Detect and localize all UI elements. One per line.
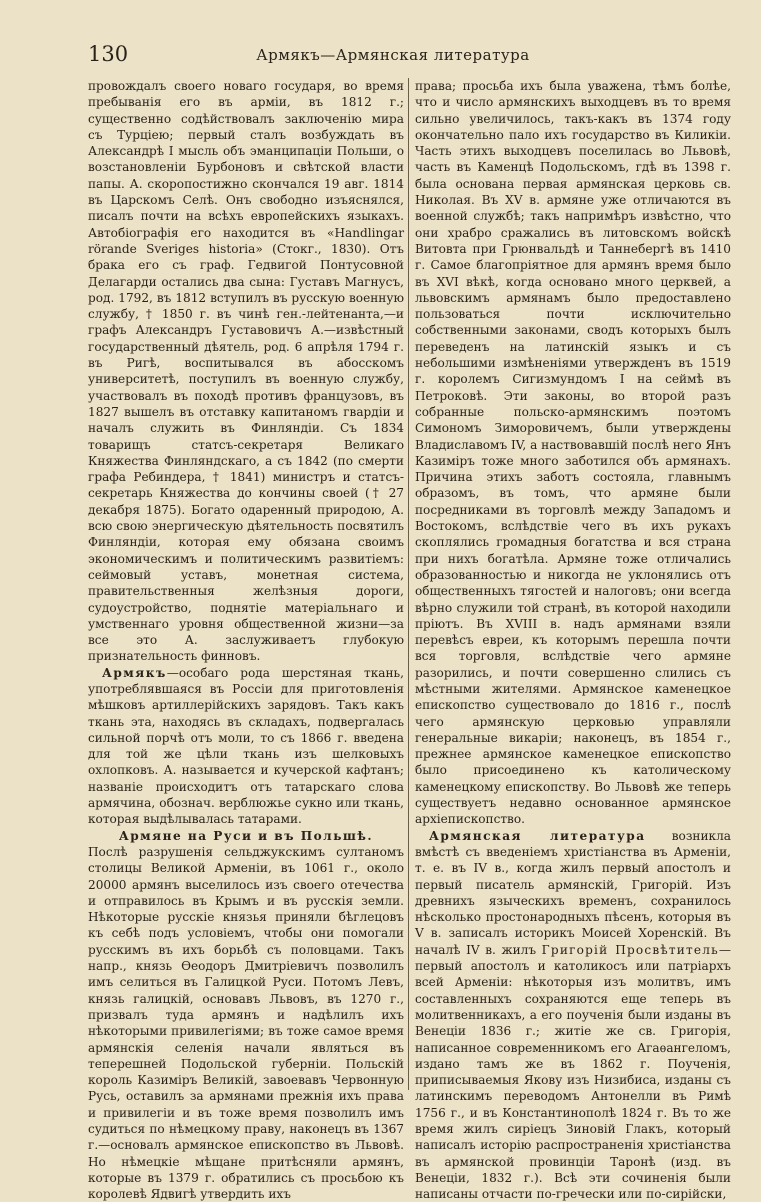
entry-heading-literature: Армянская литература <box>429 828 646 843</box>
column-divider <box>408 78 409 1090</box>
name-grigoriy: Григорій Просвѣтитель <box>541 942 719 957</box>
right-column <box>415 78 731 1202</box>
entry-literature <box>415 828 731 1202</box>
left-column <box>88 78 404 1202</box>
entry-text-armyak: —особаго рода шерстяная ткань, употреблявшаяся въ Россіи для приготовленія мѣшковъ артиллерійскихъ зарядовъ. Такъ какъ ткань эта, находясь въ складахъ, подвергалась сильной порчѣ отъ моли, то съ 1866 г. введена для той же цѣли ткань изъ шелковыхъ охлопковъ. А. называется и кучерской кафтанъ; названіе происходитъ отъ татарскаго слова армячина, обознач. верблюжье сукно или ткань, которая выдѣлывалась татарами. <box>88 665 404 827</box>
entry-armyak <box>88 665 404 828</box>
page-header <box>88 40 698 70</box>
running-title: Армякъ—Армянская литература <box>256 46 530 64</box>
entry-text-literature-2: —первый апостолъ и католикосъ или патріархъ всей Арменіи: нѣкоторыя изъ молитвъ, имъ составленныхъ сохраняются еще теперь въ молитвенникахъ, а его поученія были изданы въ Венеціи 1836 г.; житіе же св. Григорія, написанное современникомъ его Агаѳангеломъ, издано тамъ же въ 1862 г. Поученія, приписываемыя Якову изъ Низибиса, изданы съ латинскимъ переводомъ Антонелли въ Римѣ 1756 г., и въ Константинополѣ 1824 г. Въ то же время жилъ сиріецъ Зиновій Глакъ, который написалъ исторію распространенія христіанства въ армянской провинціи Таронѣ (изд. въ Венеціи, 1832 г.). Всѣ эти сочиненія были написаны отчасти по-гречески или по-сирійски, <box>415 942 731 1202</box>
entry-heading-armyak: Армякъ <box>102 665 167 680</box>
section-heading-armyane: Армяне на Руси и въ Польшѣ. <box>118 828 374 843</box>
entry-text-literature: возникла вмѣстѣ съ введеніемъ христіанства въ Арменіи, т. е. въ IV в., когда жилъ первый апостолъ и первый писатель армянскій, Григорій. Изъ древнихъ языческихъ временъ, сохранилось нѣсколько простонародныхъ пѣсенъ, которыя въ V в. записалъ историкъ Моисей Хоренскій. Въ началѣ IV в. жилъ <box>415 828 732 957</box>
paragraph-armyane-continued: права; просьба ихъ была уважена, тѣмъ болѣе, что и число армянскихъ выходцевъ въ то время сильно увеличилось, такъ-какъ въ 1374 году окончательно пало ихъ государство въ Киликіи. Часть этихъ выходцевъ поселилась во Львовѣ, часть въ Каменцѣ Подольскомъ, гдѣ въ 1398 г. была основана первая армянская церковь св. Николая. Въ XV в. армяне уже отличаются въ военной службѣ; такъ напримѣръ извѣстно, что они храбро сражались въ литовскомъ войскѣ Витовта при Грюнвальдѣ и Таннебергѣ въ 1410 г. Самое благопріятное для армянъ время было въ XVI вѣкѣ, когда основано много церквей, а львовскимъ армянамъ было предоставлено пользоваться почти исключительно собственными законами, сводъ которыхъ былъ переведенъ на латинскій языкъ и съ небольшими измѣненіями утвержденъ въ 1519 г. королемъ Сигизмундомъ I на сеймѣ въ Петроковѣ. Эти законы, во второй разъ собранные польско-армянскимъ поэтомъ Симономъ Зиморовичемъ, были утверждены Владиславомъ IV, а наствовавшій послѣ него Янъ Казиміръ тоже много заботился объ армянахъ. Причина этихъ заботъ состояла, главнымъ образомъ, въ томъ, что армяне были посредниками въ торговлѣ между Западомъ и Востокомъ, вслѣдствіе чего въ ихъ рукахъ скоплялись громадныя богатства и вся страна при нихъ богатѣла. Армяне тоже отличались образованностью и никогда не уклонялись отъ общественныхъ тягостей и налоговъ; они всегда вѣрно служили той странѣ, въ которой находили пріютъ. Въ XVIII в. надъ армянами взяли перевѣсъ евреи, къ которымъ перешла почти вся торговля, вслѣдствіе чего армяне разорились, и почти совершенно слились съ мѣстными жителями. Армянское каменецкое епископство существовало до 1816 г., послѣ чего армянскую церковью управляли генеральные викаріи; наконецъ, въ 1854 г., прежнее армянское каменецкое епископство было присоединено къ католическому каменецкому епископству. Во Львовѣ же теперь существуетъ недавно основанное армянское архіепископство. <box>415 79 731 827</box>
paragraph-armfelt-continued: провождалъ своего новаго государя, во время пребыванія его въ арміи, въ 1812 г.; существенно содѣйствовалъ заключенію мира съ Турціею; первый сталъ возбуждать въ Александрѣ I мысль объ эманципаціи Польши, о возстановленіи Бурбоновъ и свѣтской власти папы. А. скоропостижно скончался 19 авг. 1814 въ Царскомъ Селѣ. Онъ свободно изъяснялся, писалъ почти на всѣхъ европейскихъ языкахъ. Автобіографія его находится въ «Handlingar rörande Sveriges historia» (Стокг., 1830). Отъ брака его съ граф. Гедвигой Понтусовной Делагарди остались два сына: Густавъ Магнусъ, род. 1792, въ 1812 вступилъ въ русскую военную службу, † 1850 г. въ чинѣ ген.-лейтенанта,—и графъ Александръ Густавовичъ А.—извѣстный государственный дѣятель, род. 6 апрѣля 1794 г. въ Ригѣ, воспитывался въ абосскомъ университетѣ, поступилъ въ военную службу, участвовалъ въ походѣ противъ французовъ, въ 1827 вышелъ въ отставку капитаномъ гвардіи и началъ служить въ Финляндіи. Съ 1834 товарищъ статсъ-секретаря Великаго Княжества Финляндскаго, а съ 1842 (по смерти графа Ребиндера, † 1841) министръ и статсъ-секретарь Княжества до кончины своей († 27 декабря 1875). Богато одаренный природою, А. всю свою энергическую дѣятельность посвятилъ Финляндіи, которая ему обязана своимъ экономическимъ и политическимъ развитіемъ: сеймовый уставъ, монетная система, правительственныя желѣзныя дороги, судоустройство, поднятіе матеріальнаго и умственнаго уровня общественной жизни—за все это А. заслуживаетъ глубокую признательность финновъ. <box>88 79 404 664</box>
paragraph-armyane: Послѣ разрушенія сельджукскимъ султаномъ столицы Великой Арменіи, въ 1061 г., около 20000 армянъ выселилось изъ своего отечества и отправилось въ Крымъ и въ русскія земли. Нѣкоторые русскіе князья приняли бѣглецовъ къ себѣ подъ условіемъ, чтобы они помогали русскимъ въ ихъ борьбѣ съ половцами. Такъ напр., князь Ѳеодоръ Дмитріевичъ позволилъ имъ селиться въ Галицкой Руси. Потомъ Левъ, князь галицкій, основавъ Львовъ, въ 1270 г., призвалъ туда армянъ и надѣлилъ ихъ нѣкоторыми привилегіями; въ тоже самое время армянскія селенія начали являться въ теперешней Подольской губерніи. Польскій король Казиміръ Великій, завоевавъ Червонную Русь, оставилъ за армянами прежнія ихъ права и привилегіи и въ тоже время позволилъ имъ судиться по нѣмецкому праву, наконецъ въ 1367 г.—основалъ армянское епископство въ Львовѣ. Но нѣмецкіе мѣщане притѣсняли армянъ, которые въ 1379 г. обратились съ просьбою къ королевѣ Ядвигѣ утвердить ихъ <box>88 844 404 1202</box>
page-number: 130 <box>88 42 129 66</box>
